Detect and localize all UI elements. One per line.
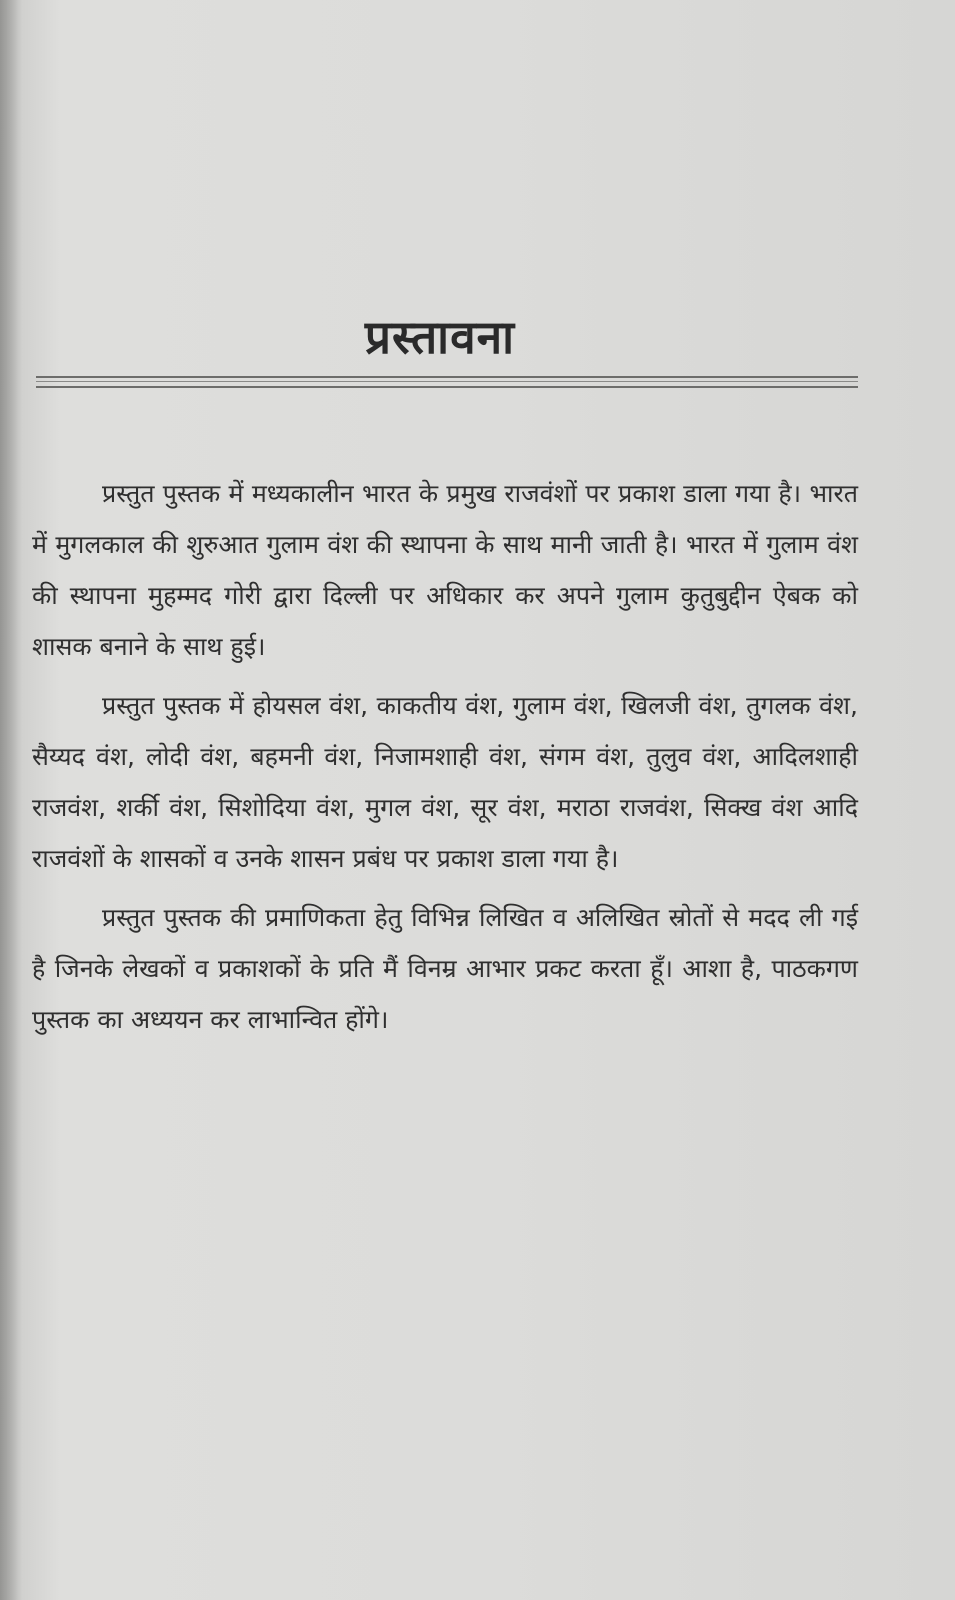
paragraph-1: प्रस्तुत पुस्तक में मध्यकालीन भारत के प्रमुख राजवंशों पर प्रकाश डाला गया है। भारत में मुगलकाल की शुरुआत गुलाम वंश की स्थापना के साथ मानी जाती है। भारत में गुलाम वंश की स्थापना मुहम्मद गोरी द्वारा दिल्ली पर अधिकार कर अपने गुलाम कुतुबुद्दीन ऐबक को शासक बनाने के साथ हुई। xyxy=(32,479,858,661)
paragraph-3: प्रस्तुत पुस्तक की प्रमाणिकता हेतु विभिन्न लिखित व अलिखित स्रोतों से मदद ली गई है जिनके लेखकों व प्रकाशकों के प्रति मैं विनम्र आभार प्रकट करता हूँ। आशा है, पाठकगण पुस्तक का अध्ययन कर लाभान्वित होंगे। xyxy=(32,903,858,1034)
preface-body xyxy=(32,468,858,1053)
divider-line-bottom xyxy=(36,386,858,388)
title-divider xyxy=(36,376,858,390)
divider-line-middle xyxy=(36,381,858,382)
paragraph-2: प्रस्तुत पुस्तक में होयसल वंश, काकतीय वंश, गुलाम वंश, खिलजी वंश, तुगलक वंश, सैय्यद वंश, लोदी वंश, बहमनी वंश, निजामशाही वंश, संगम वंश, तुलुव वंश, आदिलशाही राजवंश, शर्की वंश, सिशोदिया वंश, मुगल वंश, सूर वंश, मराठा राजवंश, सिक्ख वंश आदि राजवंशों के शासकों व उनके शासन प्रबंध पर प्रकाश डाला गया है। xyxy=(32,691,858,873)
page-title: प्रस्तावना xyxy=(364,310,516,364)
spine-shadow xyxy=(0,0,22,1600)
divider-line-top xyxy=(36,376,858,378)
